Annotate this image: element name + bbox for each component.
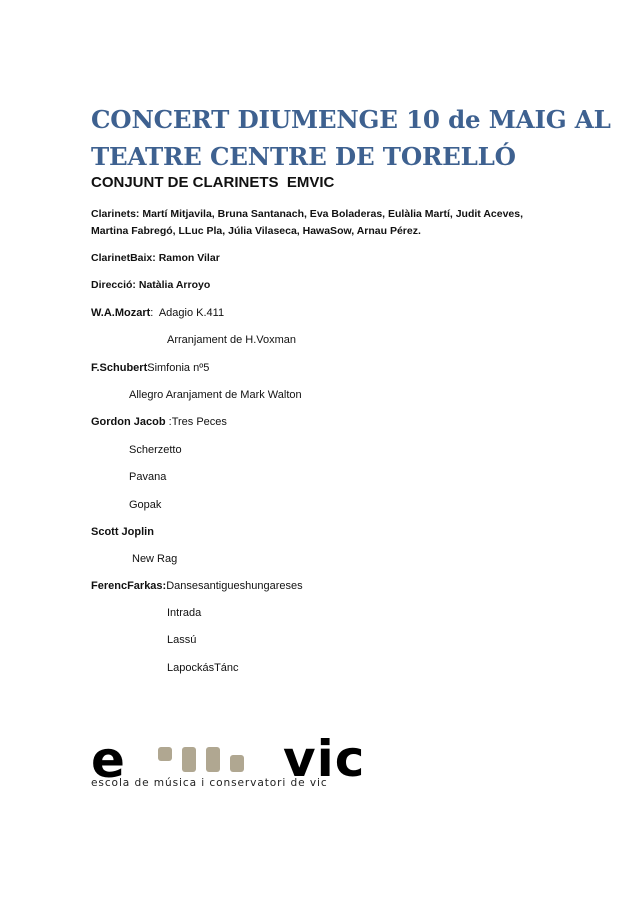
director-label: Direcció: bbox=[91, 279, 136, 291]
clarinets-names-2: Martina Fabregó, LLuc Pla, Júlia Vilaseca, HawaSow, Arnau Pérez. bbox=[91, 225, 421, 237]
program-item-schubert bbox=[91, 359, 209, 377]
movement: Intrada bbox=[167, 607, 202, 619]
program-item-jacob bbox=[91, 413, 227, 431]
work-title: Simfonia nº5 bbox=[147, 362, 210, 374]
ensemble-name: CONJUNT DE CLARINETS EMVIC bbox=[91, 174, 335, 191]
work-title: New Rag bbox=[132, 553, 178, 565]
logo-bar-icon bbox=[206, 747, 220, 772]
composer-name: F.Schubert bbox=[91, 362, 148, 374]
logo-bar-icon bbox=[182, 747, 196, 772]
clarinets-names-1: Martí Mitjavila, Bruna Santanach, Eva Boladeras, Eulàlia Martí, Judit Aceves, bbox=[139, 208, 524, 220]
clarinets-label: Clarinets: bbox=[91, 208, 140, 220]
logo-letter-e: e bbox=[91, 731, 124, 789]
separator: : bbox=[165, 416, 172, 428]
director-name: Natàlia Arroyo bbox=[135, 279, 211, 291]
title-line-2: TEATRE CENTRE DE TORELLÓ bbox=[91, 142, 516, 171]
emvic-logo bbox=[91, 730, 391, 793]
composer-name: W.A.Mozart bbox=[91, 307, 151, 319]
program-item-farkas bbox=[91, 577, 303, 595]
logo-letters-vic: vic bbox=[283, 730, 366, 788]
concert-title bbox=[91, 101, 611, 175]
work-detail: Allegro Aranjament de Mark Walton bbox=[129, 389, 302, 401]
work-title: Adagio K.411 bbox=[158, 307, 225, 319]
program-item-mozart bbox=[91, 304, 224, 322]
composer-name: Gordon Jacob bbox=[91, 416, 166, 428]
movement: Scherzetto bbox=[129, 444, 182, 456]
work-title: Tres Peces bbox=[171, 416, 227, 428]
title-line-1: CONCERT DIUMENGE 10 de MAIG AL bbox=[91, 105, 611, 134]
logo-bar-icon bbox=[230, 755, 244, 772]
movement: Pavana bbox=[129, 471, 167, 483]
movement: LapockásTánc bbox=[167, 662, 239, 674]
work-title: Dansesantigueshungareses bbox=[166, 580, 303, 592]
director-line bbox=[91, 276, 210, 294]
logo-bar-icon bbox=[158, 747, 172, 761]
composer-name: Scott Joplin bbox=[91, 526, 154, 538]
bass-clarinet-line bbox=[91, 249, 220, 267]
composer-name: FerencFarkas: bbox=[91, 580, 167, 592]
bass-clarinet-label: ClarinetBaix: bbox=[91, 252, 156, 264]
bass-clarinet-name: Ramon Vilar bbox=[155, 252, 220, 264]
clarinets-line-1 bbox=[91, 205, 523, 223]
movement: Lassú bbox=[167, 634, 197, 646]
logo-tagline: escola de música i conservatori de vic bbox=[91, 777, 328, 789]
movement: Gopak bbox=[129, 499, 162, 511]
separator: : bbox=[150, 307, 159, 319]
work-detail: Arranjament de H.Voxman bbox=[167, 334, 297, 346]
